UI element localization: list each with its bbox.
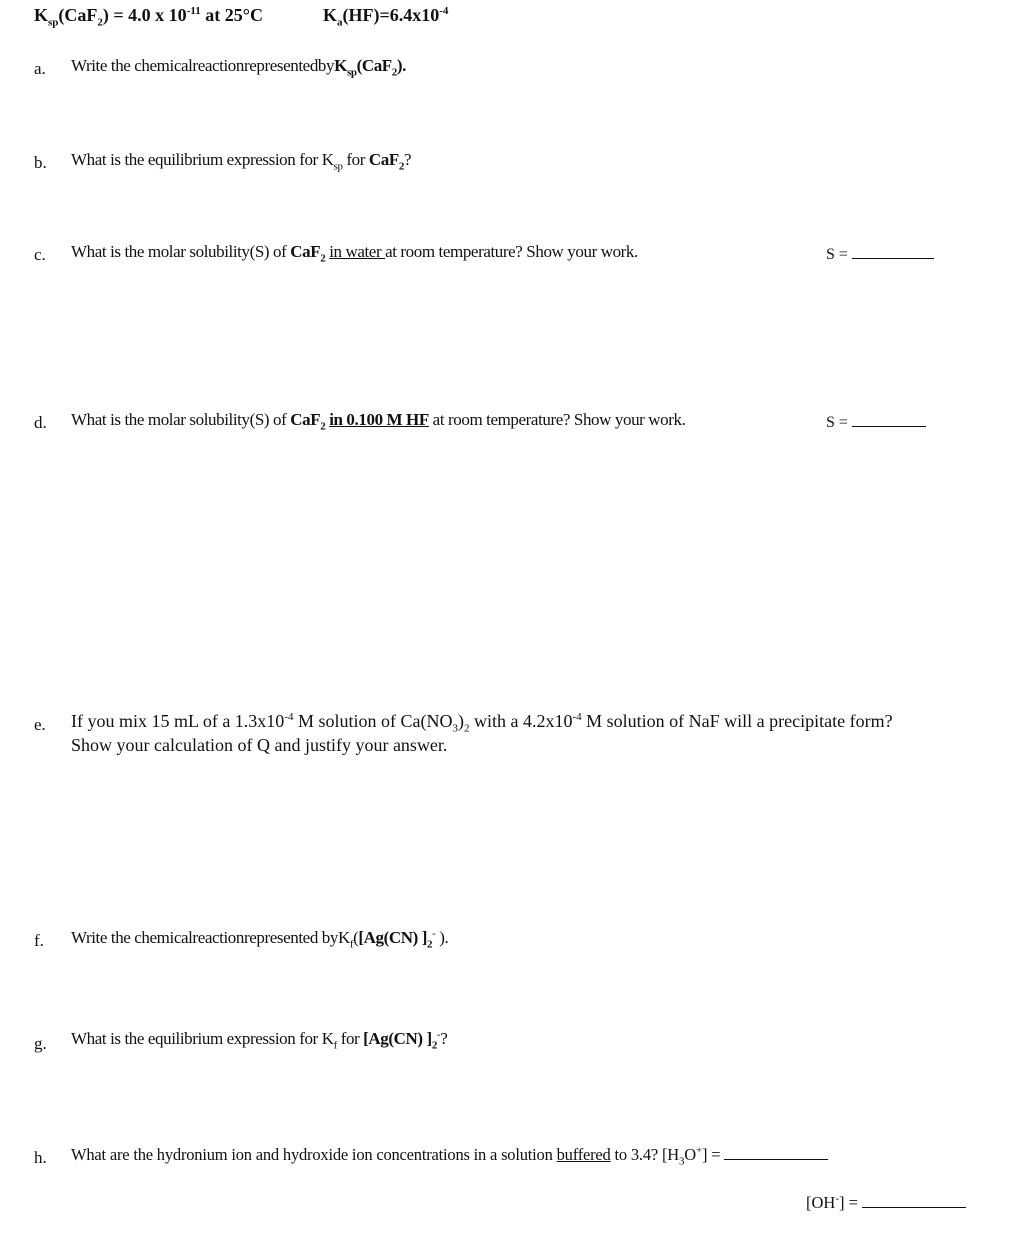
question-d-text: What is the molar solubility(S) of CaF$_2$ in 0.100 M HF at room temperature? Show your work. <box>71 410 686 433</box>
question-f-text: Write the chemicalreactionrepresented byK$_f$([Ag(CN) ]$_2^-$ ). <box>71 927 449 951</box>
question-b-text: What is the equilibrium expression for $K_{sp}$ for CaF$_2$? <box>71 150 412 173</box>
question-f-letter: f. <box>34 931 44 950</box>
question-a-letter: a. <box>34 59 46 78</box>
question-h-text: What are the hydronium ion and hydroxide ion concentrations in a solution buffered to 3.4? $[H_3O^+]$ = <box>71 1145 828 1165</box>
question-b-letter: b. <box>34 153 47 172</box>
answer-c: S = <box>826 244 934 264</box>
answer-oh: [OH-] = <box>806 1193 966 1213</box>
question-e-line1: If you mix 15 mL of a $1.3x10^{-4}$ M solution of $Ca(NO_3)_2$ with a $4.2x10^{-4}$ M solution of NaF will a precipitate form? <box>71 711 893 735</box>
question-h-letter: h. <box>34 1148 47 1167</box>
answer-oh-blank[interactable] <box>862 1193 966 1208</box>
question-e-line2: Show your calculation of Q and justify your answer. <box>71 735 448 755</box>
question-a-text: Write the chemicalreactionrepresentedbyK$_{sp}$(CaF$_2$). <box>71 56 407 79</box>
question-c-letter: c. <box>34 245 46 264</box>
question-d-letter: d. <box>34 413 47 432</box>
answer-d-blank[interactable] <box>852 412 926 427</box>
question-g-text: What is the equilibrium expression for $K_f$ for [Ag(CN) ]$_2^-$? <box>71 1028 448 1052</box>
question-e-letter: e. <box>34 715 46 734</box>
answer-h3o-blank[interactable] <box>724 1145 828 1160</box>
ka-header: $K_a(HF)=6.4x10^{-4}$ <box>323 5 449 29</box>
question-c-text: What is the molar solubility(S) of CaF$_2$ in water at room temperature? Show your work. <box>71 242 638 265</box>
answer-c-blank[interactable] <box>852 244 934 259</box>
ksp-header: $K_{sp}(CaF_2) = 4.0$ x $10^{-11}$ at 25°C <box>34 5 263 29</box>
question-g-letter: g. <box>34 1034 47 1053</box>
answer-d: S = <box>826 412 926 432</box>
